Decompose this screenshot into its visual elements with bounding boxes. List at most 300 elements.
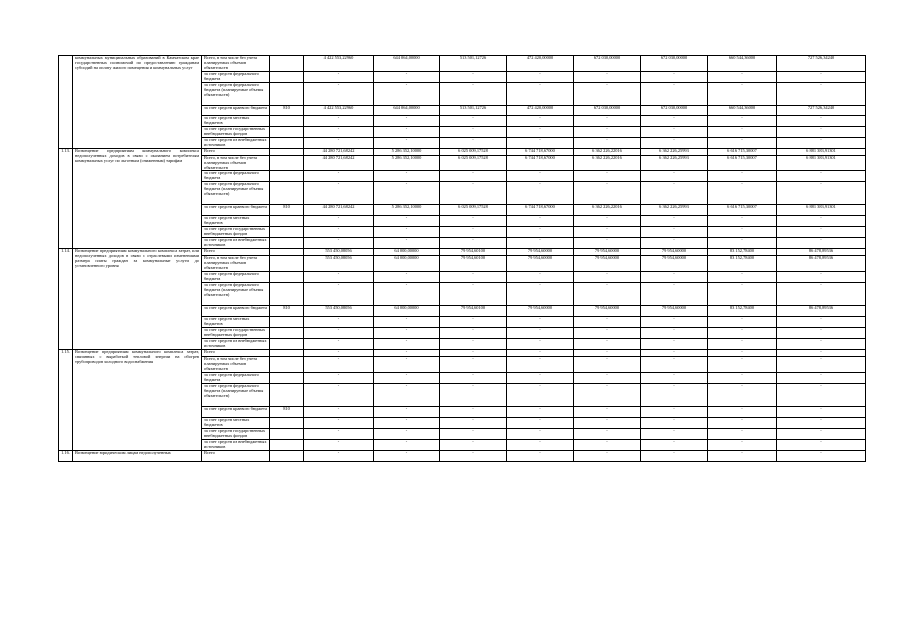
funding-source: за счет средств федерального бюджета (планируемые объемы обязательств) — [202, 82, 270, 105]
amount-cell: - — [777, 272, 866, 283]
amount-cell: - — [574, 406, 641, 417]
amount-cell: 6 616 715,30007 — [708, 155, 777, 171]
funding-source: за счет средств из внебюджетных источников — [202, 439, 270, 450]
amount-cell: - — [708, 272, 777, 283]
amount-cell: - — [507, 428, 574, 439]
amount-cell: - — [641, 339, 708, 350]
amount-cell: - — [507, 328, 574, 339]
amount-cell: - — [641, 126, 708, 137]
amount-cell: - — [507, 339, 574, 350]
amount-cell: 83 152,78400 — [708, 256, 777, 272]
amount-cell: - — [777, 328, 866, 339]
amount-cell: - — [641, 417, 708, 428]
amount-cell: 553 450,08056 — [304, 249, 374, 256]
amount-cell: - — [574, 372, 641, 383]
amount-cell: - — [574, 227, 641, 238]
amount-cell: - — [374, 126, 440, 137]
budget-code — [270, 56, 304, 72]
amount-cell: 79 954,60100 — [440, 306, 507, 317]
amount-cell: 79 954,60000 — [641, 306, 708, 317]
funding-source: за счет средств местных бюджетов — [202, 317, 270, 328]
amount-cell: 727 526,34240 — [777, 56, 866, 72]
funding-source: за счет средств краевого бюджета — [202, 105, 270, 115]
amount-cell: - — [507, 171, 574, 182]
funding-source: Всего, в том числе без учета планируемых объемов обязательств — [202, 155, 270, 171]
amount-cell: 6 362 226,22016 — [574, 205, 641, 216]
amount-cell: - — [440, 417, 507, 428]
amount-cell: - — [641, 317, 708, 328]
amount-cell: - — [374, 238, 440, 249]
amount-cell: - — [641, 350, 708, 357]
amount-cell: - — [574, 238, 641, 249]
amount-cell: - — [574, 417, 641, 428]
amount-cell: - — [574, 71, 641, 82]
amount-cell: - — [374, 272, 440, 283]
amount-cell: - — [374, 171, 440, 182]
amount-cell: - — [374, 439, 440, 450]
amount-cell: - — [708, 71, 777, 82]
amount-cell: 79 954,60000 — [574, 306, 641, 317]
table-row — [59, 450, 866, 461]
amount-cell: 6 616 715,30007 — [708, 205, 777, 216]
amount-cell: 6 025 009,17528 — [440, 205, 507, 216]
amount-cell: 79 954,60000 — [641, 256, 708, 272]
item-description: Возмещение юридическим лицам недополученных — [73, 450, 202, 461]
budget-code: 810 — [270, 306, 304, 317]
amount-cell: 79 954,60000 — [574, 249, 641, 256]
amount-cell: - — [574, 439, 641, 450]
amount-cell: - — [374, 115, 440, 126]
amount-cell: - — [304, 339, 374, 350]
amount-cell: 4 422 553,22960 — [304, 56, 374, 72]
amount-cell: - — [574, 216, 641, 227]
amount-cell: - — [440, 137, 507, 148]
amount-cell: - — [507, 238, 574, 249]
amount-cell: - — [374, 428, 440, 439]
budget-code — [270, 417, 304, 428]
funding-source: за счет средств краевого бюджета — [202, 306, 270, 317]
budget-code — [270, 350, 304, 357]
table-row — [59, 148, 866, 155]
amount-cell: - — [507, 283, 574, 306]
amount-cell: 64 000,00000 — [374, 249, 440, 256]
budget-code — [270, 148, 304, 155]
amount-cell: 6 881 383,91301 — [777, 148, 866, 155]
budget-code — [270, 357, 304, 373]
amount-cell: - — [440, 82, 507, 105]
amount-cell: - — [507, 406, 574, 417]
amount-cell: - — [641, 182, 708, 205]
amount-cell: - — [574, 171, 641, 182]
amount-cell: - — [708, 383, 777, 406]
amount-cell: - — [574, 137, 641, 148]
amount-cell: - — [574, 272, 641, 283]
amount-cell: - — [507, 126, 574, 137]
amount-cell: - — [708, 439, 777, 450]
amount-cell: - — [440, 357, 507, 373]
amount-cell: - — [440, 450, 507, 461]
amount-cell: - — [440, 283, 507, 306]
amount-cell: 79 954,60000 — [507, 249, 574, 256]
amount-cell: - — [641, 439, 708, 450]
funding-source: Всего — [202, 148, 270, 155]
amount-cell: - — [777, 182, 866, 205]
amount-cell: 727 526,34240 — [777, 105, 866, 115]
budget-code — [270, 383, 304, 406]
amount-cell: - — [304, 71, 374, 82]
amount-cell: - — [708, 283, 777, 306]
amount-cell: - — [304, 82, 374, 105]
amount-cell: 672 030,00000 — [574, 105, 641, 115]
amount-cell: - — [641, 216, 708, 227]
funding-source: за счет средств местных бюджетов — [202, 115, 270, 126]
amount-cell: 64 000,00000 — [374, 256, 440, 272]
funding-source: за счет средств краевого бюджета — [202, 205, 270, 216]
amount-cell: 6 744 718,67000 — [507, 205, 574, 216]
amount-cell: - — [374, 216, 440, 227]
budget-table-page — [58, 55, 845, 462]
amount-cell: - — [304, 439, 374, 450]
amount-cell: - — [574, 357, 641, 373]
funding-source: за счет средств местных бюджетов — [202, 216, 270, 227]
amount-cell: - — [708, 317, 777, 328]
amount-cell: 672 030,00000 — [574, 56, 641, 72]
amount-cell: - — [777, 171, 866, 182]
amount-cell: - — [304, 417, 374, 428]
amount-cell: - — [777, 126, 866, 137]
funding-source: Всего — [202, 249, 270, 256]
amount-cell: - — [641, 406, 708, 417]
amount-cell: - — [507, 137, 574, 148]
funding-source: за счет средств местных бюджетов — [202, 417, 270, 428]
funding-source: Всего — [202, 450, 270, 461]
funding-source: за счет средств федерального бюджета — [202, 171, 270, 182]
funding-source: за счет средств федерального бюджета — [202, 71, 270, 82]
amount-cell: - — [304, 272, 374, 283]
amount-cell: 5 286 352,10000 — [374, 205, 440, 216]
budget-code — [270, 339, 304, 350]
amount-cell: - — [507, 450, 574, 461]
item-description: Возмещение предприятиям коммунального комплекса недополученных доходов в связи с оказанием потребителям коммунальных услуг по льготным (сниженным) тарифам — [73, 148, 202, 249]
amount-cell: 86 478,89536 — [777, 256, 866, 272]
budget-code: 810 — [270, 105, 304, 115]
amount-cell: - — [708, 126, 777, 137]
amount-cell: - — [708, 115, 777, 126]
amount-cell: - — [304, 227, 374, 238]
amount-cell: 660 544,36000 — [708, 56, 777, 72]
amount-cell: - — [777, 227, 866, 238]
amount-cell: - — [304, 182, 374, 205]
amount-cell: - — [374, 137, 440, 148]
amount-cell: - — [708, 238, 777, 249]
budget-code — [270, 137, 304, 148]
funding-source: Всего, в том числе без учета планируемых объемов обязательств — [202, 256, 270, 272]
funding-source: за счет средств из внебюджетных источников — [202, 137, 270, 148]
amount-cell: - — [374, 450, 440, 461]
budget-code — [270, 82, 304, 105]
amount-cell: - — [374, 372, 440, 383]
amount-cell: - — [304, 328, 374, 339]
amount-cell: - — [507, 71, 574, 82]
amount-cell: - — [777, 406, 866, 417]
amount-cell: - — [641, 328, 708, 339]
amount-cell: 553 450,08056 — [304, 306, 374, 317]
amount-cell: 79 954,60100 — [440, 256, 507, 272]
budget-code — [270, 328, 304, 339]
item-number — [59, 56, 73, 149]
amount-cell: - — [374, 357, 440, 373]
amount-cell: - — [374, 317, 440, 328]
amount-cell: - — [304, 357, 374, 373]
amount-cell: 86 478,89536 — [777, 249, 866, 256]
budget-code — [270, 71, 304, 82]
amount-cell: - — [440, 272, 507, 283]
funding-source: за счет средств государственных внебюджетных фондов — [202, 227, 270, 238]
amount-cell: 672 030,00000 — [641, 56, 708, 72]
amount-cell: - — [641, 450, 708, 461]
table-row — [59, 56, 866, 72]
funding-source: Всего — [202, 350, 270, 357]
amount-cell: - — [708, 216, 777, 227]
amount-cell: 83 152,78400 — [708, 249, 777, 256]
funding-source: за счет средств федерального бюджета (планируемые объемы обязательств) — [202, 383, 270, 406]
amount-cell: - — [507, 317, 574, 328]
amount-cell: 6 881 383,91301 — [777, 205, 866, 216]
budget-code — [270, 182, 304, 205]
amount-cell: - — [304, 406, 374, 417]
amount-cell: - — [440, 317, 507, 328]
amount-cell: - — [440, 428, 507, 439]
amount-cell: 44 280 721,68242 — [304, 205, 374, 216]
amount-cell: - — [507, 350, 574, 357]
amount-cell: - — [507, 82, 574, 105]
amount-cell: 6 362 226,25993 — [641, 148, 708, 155]
amount-cell: - — [574, 339, 641, 350]
amount-cell: 79 954,60000 — [507, 256, 574, 272]
budget-code — [270, 450, 304, 461]
amount-cell: - — [708, 339, 777, 350]
amount-cell: - — [641, 383, 708, 406]
amount-cell: - — [374, 417, 440, 428]
budget-code — [270, 256, 304, 272]
amount-cell: - — [777, 350, 866, 357]
amount-cell: - — [304, 350, 374, 357]
amount-cell: - — [641, 428, 708, 439]
amount-cell: - — [440, 171, 507, 182]
amount-cell: 79 954,60000 — [507, 306, 574, 317]
amount-cell: - — [641, 71, 708, 82]
amount-cell: - — [440, 383, 507, 406]
amount-cell: - — [574, 350, 641, 357]
amount-cell: - — [440, 115, 507, 126]
budget-code — [270, 272, 304, 283]
amount-cell: - — [304, 115, 374, 126]
item-description: коммунальных муниципальных образований в Камчатском крае государственных полномочий по предоставлению гражданам субсидий на оплату жилого помещения и коммунальных услуг — [73, 56, 202, 149]
budget-code — [270, 283, 304, 306]
amount-cell: - — [374, 328, 440, 339]
amount-cell: - — [708, 428, 777, 439]
budget-code — [270, 249, 304, 256]
amount-cell: 83 152,78400 — [708, 306, 777, 317]
amount-cell: - — [777, 115, 866, 126]
amount-cell: - — [440, 182, 507, 205]
funding-source: за счет средств федерального бюджета (планируемые объемы обязательств) — [202, 283, 270, 306]
amount-cell: - — [440, 71, 507, 82]
funding-source: за счет средств федерального бюджета — [202, 272, 270, 283]
item-number: 1.13. — [59, 148, 73, 249]
amount-cell: - — [574, 283, 641, 306]
amount-cell: - — [777, 439, 866, 450]
amount-cell: - — [374, 283, 440, 306]
amount-cell: 5 286 352,10000 — [374, 155, 440, 171]
amount-cell: - — [507, 272, 574, 283]
budget-code — [270, 372, 304, 383]
amount-cell: - — [708, 406, 777, 417]
amount-cell: 6 362 226,25993 — [641, 205, 708, 216]
amount-cell: - — [708, 227, 777, 238]
amount-cell: - — [507, 417, 574, 428]
amount-cell: - — [574, 182, 641, 205]
table-row — [59, 350, 866, 357]
amount-cell: - — [304, 283, 374, 306]
budget-code — [270, 115, 304, 126]
amount-cell: 44 280 721,68242 — [304, 148, 374, 155]
amount-cell: - — [777, 417, 866, 428]
amount-cell: - — [641, 115, 708, 126]
amount-cell: - — [304, 137, 374, 148]
budget-code — [270, 238, 304, 249]
amount-cell: - — [374, 71, 440, 82]
amount-cell: - — [777, 82, 866, 105]
budget-code: 810 — [270, 205, 304, 216]
budget-code — [270, 155, 304, 171]
amount-cell: - — [708, 372, 777, 383]
amount-cell: 5 286 352,10000 — [374, 148, 440, 155]
amount-cell: 6 362 226,22016 — [574, 155, 641, 171]
amount-cell: 79 954,60100 — [440, 249, 507, 256]
amount-cell: - — [641, 372, 708, 383]
amount-cell: 6 362 226,22016 — [574, 148, 641, 155]
budget-code — [270, 216, 304, 227]
amount-cell: - — [304, 171, 374, 182]
amount-cell: - — [440, 227, 507, 238]
amount-cell: - — [374, 339, 440, 350]
amount-cell: - — [440, 339, 507, 350]
amount-cell: - — [574, 115, 641, 126]
budget-code — [270, 428, 304, 439]
amount-cell: - — [304, 383, 374, 406]
budget-code — [270, 126, 304, 137]
amount-cell: - — [777, 216, 866, 227]
amount-cell: - — [574, 126, 641, 137]
amount-cell: - — [440, 406, 507, 417]
amount-cell: - — [574, 450, 641, 461]
amount-cell: - — [641, 171, 708, 182]
budget-code — [270, 171, 304, 182]
amount-cell: - — [641, 238, 708, 249]
item-description: Возмещение предприятиям коммунального комплекса затрат, или недополученных доходов в связи с отраслевыми изменениями размера платы граждан за коммунальные услуги до установленного уровня — [73, 249, 202, 350]
item-number: 1.15. — [59, 350, 73, 451]
amount-cell: - — [304, 216, 374, 227]
amount-cell: - — [440, 216, 507, 227]
amount-cell: - — [374, 82, 440, 105]
amount-cell: - — [507, 115, 574, 126]
funding-source: Всего, в том числе без учета планируемых объемов обязательств — [202, 56, 270, 72]
amount-cell: 79 954,60000 — [574, 256, 641, 272]
amount-cell: 472 420,00000 — [507, 105, 574, 115]
amount-cell: 553 450,08056 — [304, 256, 374, 272]
funding-source: Всего, в том числе без учета планируемых объемов обязательств — [202, 357, 270, 373]
amount-cell: 513 501,12726 — [440, 105, 507, 115]
amount-cell: 64 000,00000 — [374, 306, 440, 317]
amount-cell: 644 064,00000 — [374, 56, 440, 72]
funding-source: за счет средств государственных внебюджетных фондов — [202, 328, 270, 339]
amount-cell: - — [641, 82, 708, 105]
amount-cell: - — [708, 417, 777, 428]
amount-cell: - — [304, 238, 374, 249]
amount-cell: 6 025 009,17528 — [440, 148, 507, 155]
amount-cell: - — [304, 428, 374, 439]
amount-cell: - — [574, 428, 641, 439]
amount-cell: 6 744 718,67000 — [507, 148, 574, 155]
amount-cell: - — [440, 439, 507, 450]
amount-cell: - — [507, 439, 574, 450]
amount-cell: 660 544,36000 — [708, 105, 777, 115]
table-body — [59, 56, 866, 462]
amount-cell: - — [304, 126, 374, 137]
amount-cell: - — [641, 357, 708, 373]
amount-cell: - — [708, 171, 777, 182]
amount-cell: - — [440, 328, 507, 339]
amount-cell: - — [777, 283, 866, 306]
amount-cell: 672 030,00000 — [641, 105, 708, 115]
funding-source: за счет средств федерального бюджета (планируемые объемы обязательств) — [202, 182, 270, 205]
amount-cell: - — [574, 328, 641, 339]
amount-cell: - — [507, 372, 574, 383]
amount-cell: - — [574, 383, 641, 406]
amount-cell: - — [374, 383, 440, 406]
item-number: 1.14. — [59, 249, 73, 350]
item-number: 1.16. — [59, 450, 73, 461]
amount-cell: 6 616 715,30007 — [708, 148, 777, 155]
amount-cell: - — [440, 238, 507, 249]
amount-cell: - — [574, 82, 641, 105]
amount-cell: - — [777, 450, 866, 461]
budget-code — [270, 439, 304, 450]
amount-cell: - — [777, 428, 866, 439]
amount-cell: - — [374, 406, 440, 417]
amount-cell: - — [507, 227, 574, 238]
amount-cell: - — [777, 317, 866, 328]
budget-code — [270, 317, 304, 328]
amount-cell: - — [708, 182, 777, 205]
amount-cell: - — [507, 357, 574, 373]
amount-cell: - — [374, 350, 440, 357]
amount-cell: 6 881 383,91301 — [777, 155, 866, 171]
amount-cell: - — [304, 372, 374, 383]
amount-cell: 79 954,60000 — [641, 249, 708, 256]
amount-cell: - — [641, 137, 708, 148]
amount-cell: - — [440, 372, 507, 383]
amount-cell: 6 362 226,25993 — [641, 155, 708, 171]
amount-cell: - — [708, 350, 777, 357]
amount-cell: - — [507, 216, 574, 227]
funding-source: за счет средств федерального бюджета — [202, 372, 270, 383]
amount-cell: 6 744 718,67000 — [507, 155, 574, 171]
amount-cell: 6 025 009,17528 — [440, 155, 507, 171]
amount-cell: - — [777, 238, 866, 249]
amount-cell: - — [777, 383, 866, 406]
